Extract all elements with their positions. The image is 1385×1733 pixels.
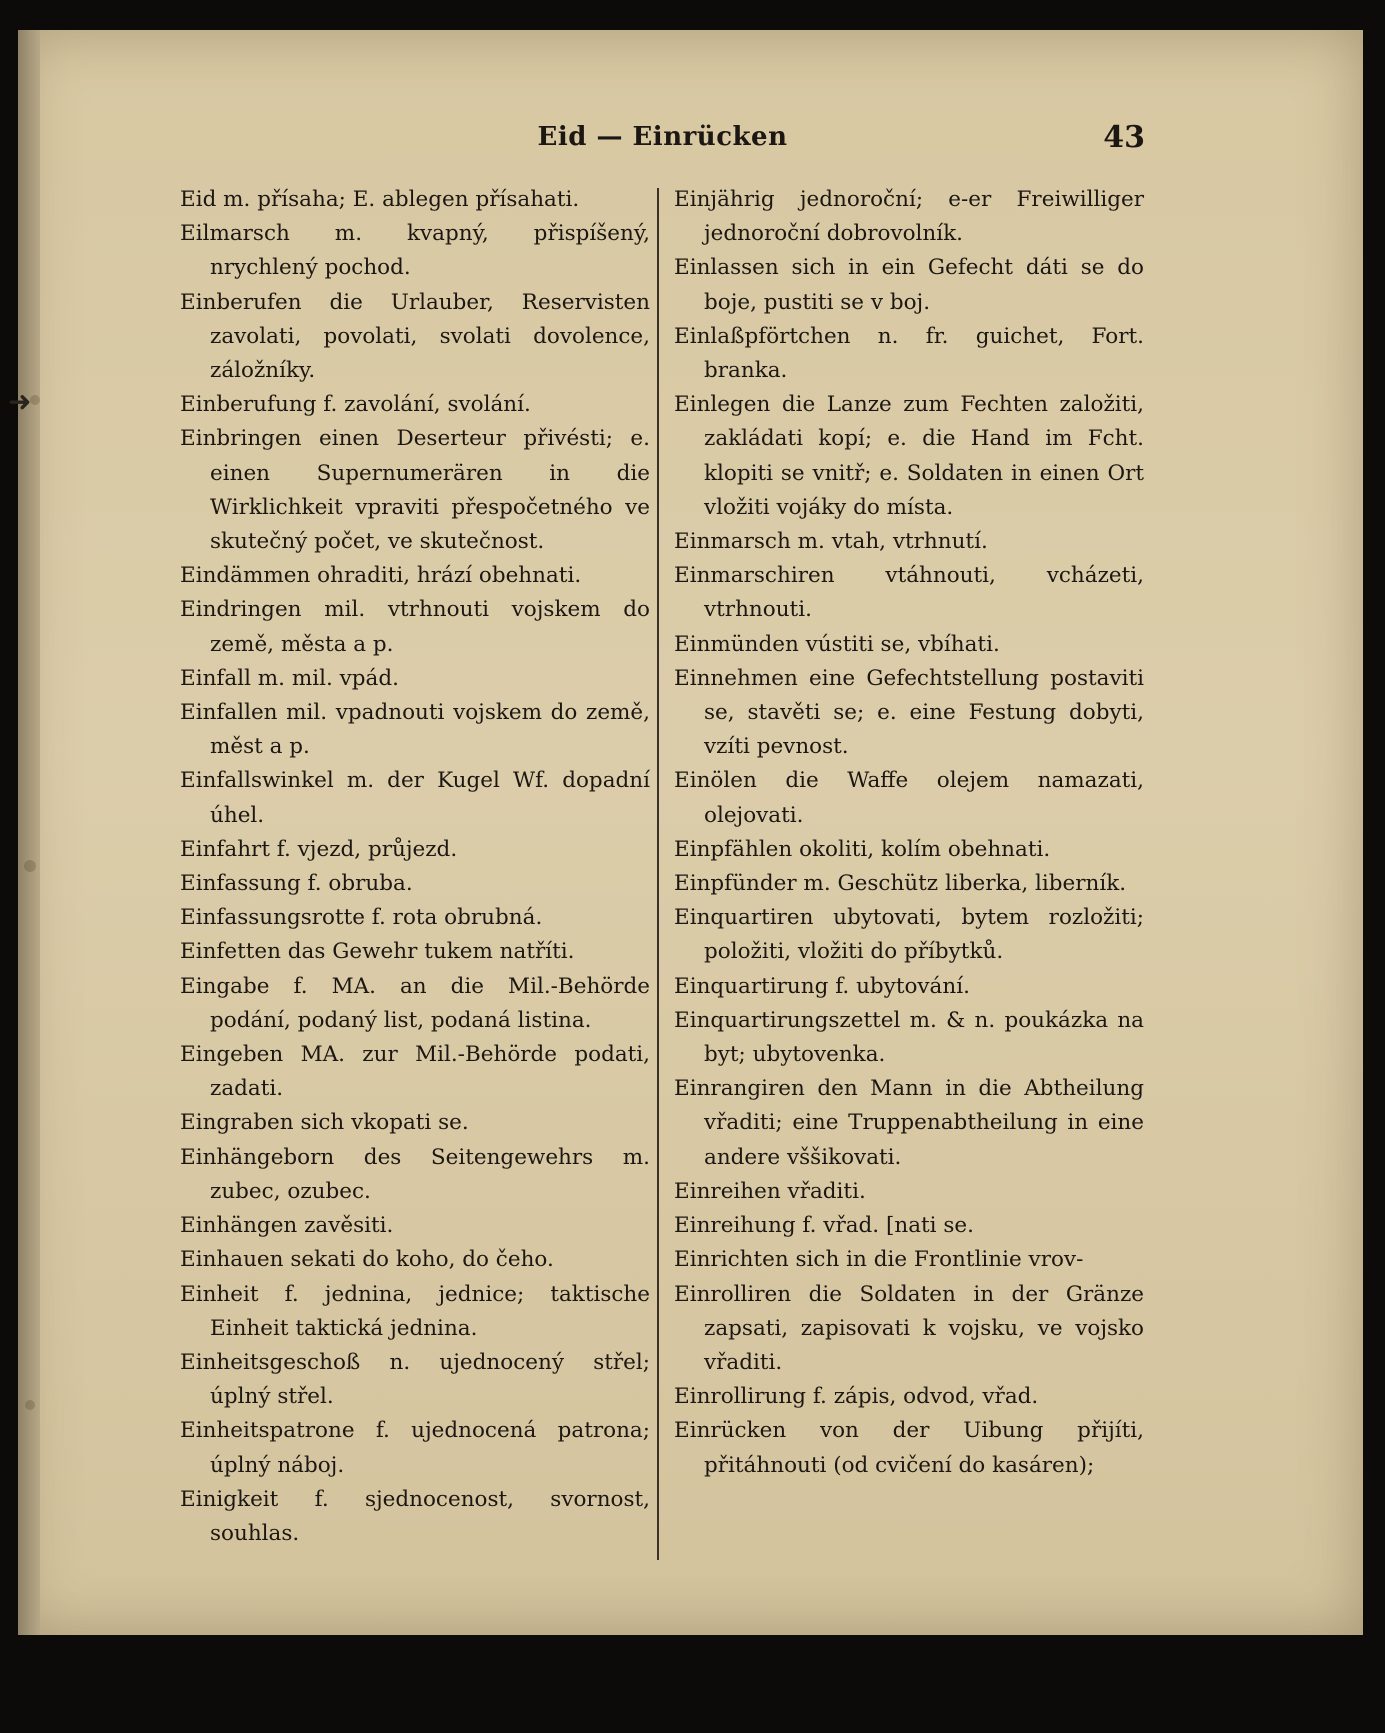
dictionary-entry: Einfallswinkel m. der Kugel Wf. dopadní úhel.	[180, 768, 650, 828]
dictionary-entry: Einrollirung f. zápis, odvod, vřad.	[674, 1384, 1039, 1410]
dictionary-entry: Einlassen sich in ein Gefecht dáti se do boje, pustiti se v boj.	[674, 255, 1144, 315]
column-divider	[657, 188, 659, 1560]
scan-border	[0, 1635, 1385, 1733]
dictionary-entry: Einbringen einen Deserteur přivésti; e. einen Supernumerären in die Wirklichkeit vpraviti přespočetného ve skutečný počet, ve skutečnost.	[180, 426, 650, 555]
dictionary-entry: Einlaßpförtchen n. fr. guichet, Fort. branka.	[674, 323, 1144, 384]
dictionary-entry: Einmarsch m. vtah, vtrhnutí.	[674, 529, 988, 555]
dictionary-entry: Einhängeborn des Seitengewehrs m. zubec, ozubec.	[180, 1144, 650, 1204]
dictionary-entry: Einquartirungszettel m. & n. poukázka na byt; ubytovenka.	[674, 1007, 1144, 1068]
dictionary-entry: Einberufung f. zavolání, svolání.	[180, 392, 531, 418]
dictionary-entry: Eingabe f. MA. an die Mil.-Behörde podání, podaný list, podaná listina.	[180, 973, 650, 1033]
left-column	[180, 183, 650, 1551]
dictionary-entry: Einfall m. mil. vpád.	[180, 665, 399, 691]
dictionary-entry: Einreihen vřaditi.	[674, 1178, 866, 1204]
dictionary-entry: Einheitspatrone f. ujednocená patrona; úplný náboj.	[180, 1418, 650, 1478]
dictionary-entry: Einfassungsrotte f. rota obrubná.	[180, 905, 543, 931]
dictionary-entry: Einfetten das Gewehr tukem natříti.	[180, 939, 575, 965]
dictionary-entry: Einmarschiren vtáhnouti, vcházeti, vtrhnouti.	[674, 563, 1144, 623]
dictionary-entry: Einölen die Waffe olejem namazati, olejovati.	[674, 768, 1144, 828]
dictionary-entry: Einberufen die Urlauber, Reservisten zavolati, povolati, svolati dovolence, záložníky.	[180, 289, 650, 384]
dictionary-entry: Einfahrt f. vjezd, průjezd.	[180, 836, 458, 862]
dictionary-entry: Einrücken von der Uibung přijíti, přitáhnouti (od cvičení do kasáren);	[674, 1418, 1144, 1478]
right-column	[674, 183, 1144, 1483]
page-header	[180, 122, 1145, 162]
dictionary-entry: Einreihung f. vřad. [nati se.	[674, 1213, 974, 1239]
paper-stain	[25, 1400, 35, 1410]
dictionary-entry: Einpfünder m. Geschütz liberka, liberník.	[674, 871, 1127, 897]
book-spine-shadow	[18, 30, 40, 1635]
dictionary-entry: Einjährig jednoroční; e-er Freiwilliger jednoroční dobrovolník.	[674, 187, 1144, 247]
dictionary-entry: Einigkeit f. sjednocenost, svornost, souhlas.	[180, 1486, 650, 1546]
page-number: 43	[1103, 120, 1145, 155]
running-head: Eid — Einrücken	[537, 122, 788, 152]
dictionary-entry: Eilmarsch m. kvapný, přispíšený, nrychlený pochod.	[180, 221, 650, 281]
dictionary-entry: Einhängen zavěsiti.	[180, 1213, 394, 1239]
dictionary-entry: Einfassung f. obruba.	[180, 871, 413, 897]
margin-arrow-icon: ➜	[8, 385, 32, 418]
dictionary-entry: Einheit f. jednina, jednice; taktische Einheit taktická jednina.	[180, 1281, 650, 1341]
dictionary-entry: Einhauen sekati do koho, do čeho.	[180, 1247, 554, 1273]
dictionary-entry: Einrangiren den Mann in die Abtheilung vřaditi; eine Truppenabtheilung in eine andere vššikovati.	[674, 1076, 1144, 1170]
dictionary-entry: Eindringen mil. vtrhnouti vojskem do země, města a p.	[180, 597, 650, 657]
dictionary-entry: Einquartirung f. ubytování.	[674, 973, 970, 999]
dictionary-entry: Einrolliren die Soldaten in der Gränze zapsati, zapisovati k vojsku, ve vojsko vřaditi.	[674, 1281, 1144, 1375]
dictionary-entry: Eindämmen ohraditi, hrází obehnati.	[180, 563, 582, 589]
dictionary-entry: Einnehmen eine Gefechtstellung postaviti se, stavěti se; e. eine Festung dobyti, vzíti pevnost.	[674, 665, 1144, 760]
dictionary-entry: Einmünden vústiti se, vbíhati.	[674, 631, 1000, 657]
dictionary-entry: Einlegen die Lanze zum Fechten založiti, zakládati kopí; e. die Hand im Fcht. klopiti se vnitř; e. Soldaten in einen Ort vložiti vojáky do místa.	[674, 392, 1144, 520]
dictionary-entry: Eid m. přísaha; E. ablegen přísahati.	[180, 187, 580, 212]
dictionary-entry: Einrichten sich in die Frontlinie vrov-	[674, 1247, 1084, 1273]
dictionary-entry: Eingeben MA. zur Mil.-Behörde podati, zadati.	[180, 1042, 650, 1102]
dictionary-entry: Einfallen mil. vpadnouti vojskem do země, měst a p.	[180, 700, 650, 760]
paper-stain	[30, 395, 40, 405]
dictionary-entry: Einheitsgeschoß n. ujednocený střel; úplný střel.	[180, 1349, 650, 1410]
paper-stain	[24, 860, 36, 872]
dictionary-entry: Einpfählen okoliti, kolím obehnati.	[674, 836, 1051, 862]
dictionary-entry: Einquartiren ubytovati, bytem rozložiti; položiti, vložiti do příbytků.	[674, 905, 1144, 965]
dictionary-entry: Eingraben sich vkopati se.	[180, 1110, 469, 1136]
